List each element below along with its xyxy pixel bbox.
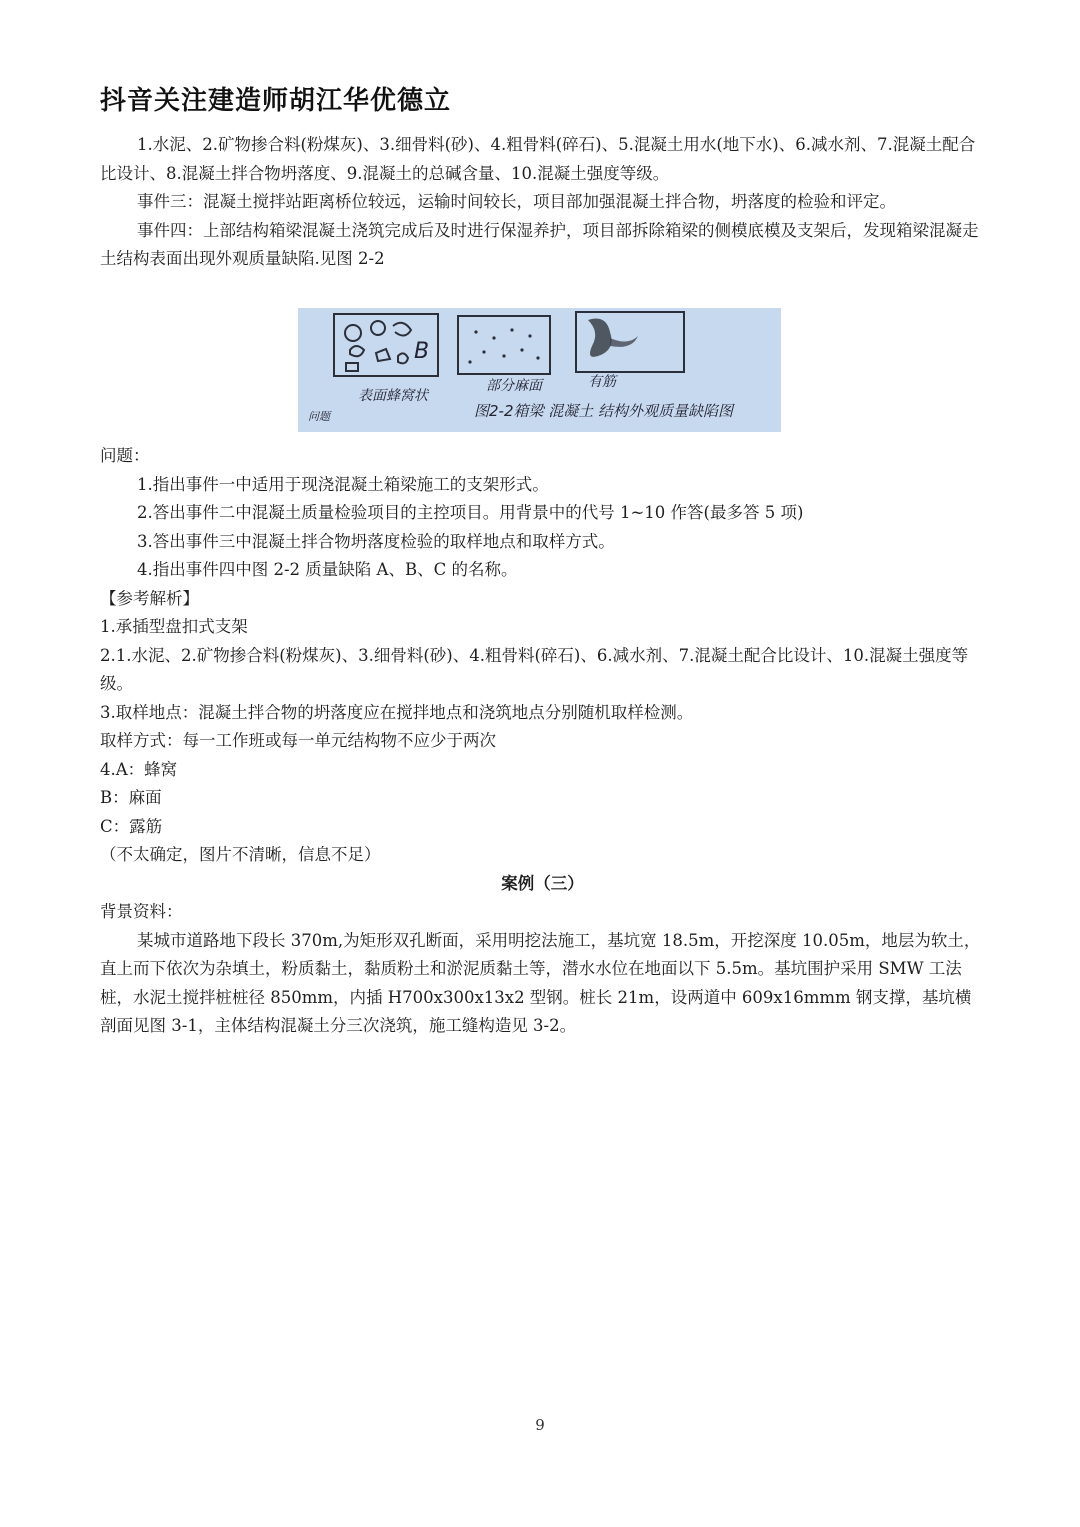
defect-figure-image — [298, 308, 781, 432]
answer-line: 取样方式：每一工作班或每一单元结构物不应少于两次 — [100, 731, 496, 750]
event3-paragraph: 事件三：混凝土搅拌站距离桥位较远，运输时间较长，项目部加强混凝土拌合物，坍落度的检验和评定。 — [137, 192, 896, 211]
questions-and-answers-block — [100, 442, 985, 1041]
answer-line: C：露筋 — [100, 816, 163, 836]
event4-paragraph: 事件四：上部结构箱梁混凝土浇筑完成后及时进行保湿养护，项目部拆除箱梁的侧模底模及支架后，发现箱梁混凝走土结构表面出现外观质量缺陷.见图 2-2 — [100, 220, 979, 268]
panel-b-frame — [458, 316, 550, 374]
question-item: 1.指出事件一中适用于现浇混凝土箱梁施工的支架形式。 — [137, 474, 549, 494]
intro-block — [100, 131, 985, 274]
label-a-text: 表面蜂窝状 — [358, 388, 428, 404]
letter-b-label: B — [414, 339, 430, 364]
page-number: 9 — [535, 1416, 545, 1434]
question-item: 2.答出事件二中混凝土质量检验项目的主控项目。用背景中的代号 1~10 作答(最多答 5 项) — [137, 503, 804, 522]
answer-line: 1.承插型盘扣式支架 — [100, 617, 248, 636]
label-c-text: 有筋 — [588, 374, 616, 390]
answers-heading: 【参考解析】 — [100, 588, 199, 608]
case3-background-paragraph: 某城市道路地下段长 370m,为矩形双孔断面，采用明挖法施工，基坑宽 18.5m，开挖深度 10.05m，地层为软土，直上而下依次为杂填土，粉质黏土，黏质粉土和淤泥质黏土等，潜水水位在地面以下 5.5m。基坑围护采用 SMW 工法桩，水泥土搅拌桩桩径 850mm，内插 H700x300x13x2 型钢。桩长 21m，设两道中 609x16mmm 钢支撑，基坑横剖面见图 3-1，主体结构混凝土分三次浇筑，施工缝构造见 3-2。 — [100, 930, 981, 1035]
items-list-paragraph: 1.水泥、2.矿物掺合料(粉煤灰)、3.细骨料(砂)、4.粗骨料(碎石)、5.混凝土用水(地下水)、6.减水剂、7.混凝土配合比设计、8.混凝土拌合物坍落度、9.混凝土的总碱含量、10.混凝土强度等级。 — [100, 135, 976, 183]
answer-line: 4.A：蜂窝 — [100, 759, 178, 779]
figure-corner-note: 问题 — [308, 410, 330, 423]
questions-heading: 问题： — [100, 446, 150, 465]
label-b-text: 部分麻面 — [486, 378, 542, 394]
case3-background-heading: 背景资料： — [100, 902, 183, 921]
answer-line: 2.1.水泥、2.矿物掺合料(粉煤灰)、3.细骨料(砂)、4.粗骨料(碎石)、6.减水剂、7.混凝土配合比设计、10.混凝土强度等级。 — [100, 645, 969, 693]
question-item: 4.指出事件四中图 2-2 质量缺陷 A、B、C 的名称。 — [137, 560, 518, 579]
figure-caption: 图2-2箱梁 混凝土 结构外观质量缺陷图 — [474, 402, 734, 420]
answer-line: B：麻面 — [100, 788, 162, 807]
question-item: 3.答出事件三中混凝土拌合物坍落度检验的取样地点和取样方式。 — [137, 531, 615, 551]
page-header-title: 抖音关注建造师胡江华优德立 — [100, 86, 452, 116]
answer-note: （不太确定，图片不清晰，信息不足） — [100, 845, 381, 864]
answer-line: 3.取样地点：混凝土拌合物的坍落度应在搅拌地点和浇筑地点分别随机取样检测。 — [100, 702, 694, 722]
case3-title: 案例（三） — [501, 873, 584, 893]
